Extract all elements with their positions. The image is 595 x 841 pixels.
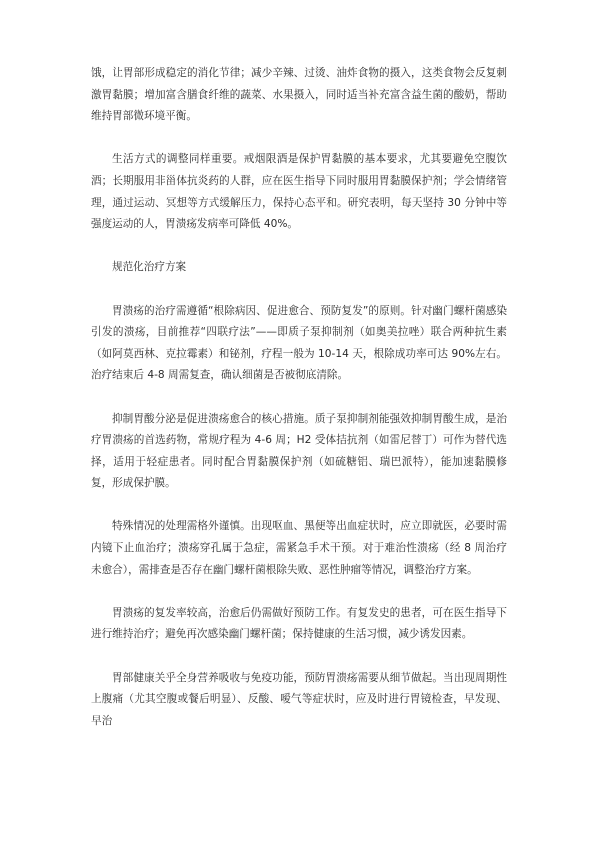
paragraph-lifestyle: 生活方式的调整同样重要。戒烟限酒是保护胃黏膜的基本要求，尤其要避免空腹饮酒；长期服用非甾体抗炎药的人群，应在医生指导下同时服用胃黏膜保护剂；学会情绪管理，通过运动、冥想等方式缓解压力，保持心态平和。研究表明，每天坚持 30 分钟中等强度运动的人，胃溃疡发病率可降低 40%。	[91, 153, 507, 231]
paragraph-diet-advice: 饿，让胃部形成稳定的消化节律；减少辛辣、过烫、油炸食物的摄入，这类食物会反复刺激胃黏膜；增加富含膳食纤维的蔬菜、水果摄入，同时适当补充富含益生菌的酸奶，帮助维持胃部微环境平衡。	[91, 67, 507, 123]
section-heading-treatment: 规范化治疗方案	[112, 261, 187, 274]
paragraph-acid-suppression: 抑制胃酸分泌是促进溃疡愈合的核心措施。质子泵抑制剂能强效抑制胃酸生成，是治疗胃溃疡的首选药物，常规疗程为 4-6 周；H2 受体拮抗剂（如雷尼替丁）可作为替代选择，适用于轻症患者。同时配合胃黏膜保护剂（如硫糖铝、瑞巴派特），能加速黏膜修复，形成保护膜。	[91, 412, 507, 490]
paragraph-recurrence: 胃溃疡的复发率较高，治愈后仍需做好预防工作。有复发史的患者，可在医生指导下进行维持治疗；避免再次感染幽门螺杆菌；保持健康的生活习惯，减少诱发因素。	[91, 606, 507, 641]
document-body	[91, 63, 507, 754]
paragraph-conclusion: 胃部健康关乎全身营养吸收与免疫功能，预防胃溃疡需要从细节做起。当出现周期性上腹痛（尤其空腹或餐后明显）、反酸、嗳气等症状时，应及时进行胃镜检查，早发现、早治	[91, 671, 507, 727]
paragraph-eradication: 胃溃疡的治疗需遵循“根除病因、促进愈合、预防复发”的原则。针对幽门螺杆菌感染引发的溃疡，目前推荐“四联疗法”——即质子泵抑制剂（如奥美拉唑）联合两种抗生素（如阿莫西林、克拉霉素）和铋剂，疗程一般为 10-14 天，根除成功率可达 90%左右。治疗结束后 4-8 周需复查，确认细菌是否被彻底清除。	[91, 304, 507, 382]
paragraph-special-cases: 特殊情况的处理需格外谨慎。出现呕血、黑便等出血症状时，应立即就医，必要时需内镜下止血治疗；溃疡穿孔属于急症，需紧急手术干预。对于难治性溃疡（经 8 周治疗未愈合），需排查是否存在幽门螺杆菌根除失败、恶性肿瘤等情况，调整治疗方案。	[91, 520, 507, 576]
